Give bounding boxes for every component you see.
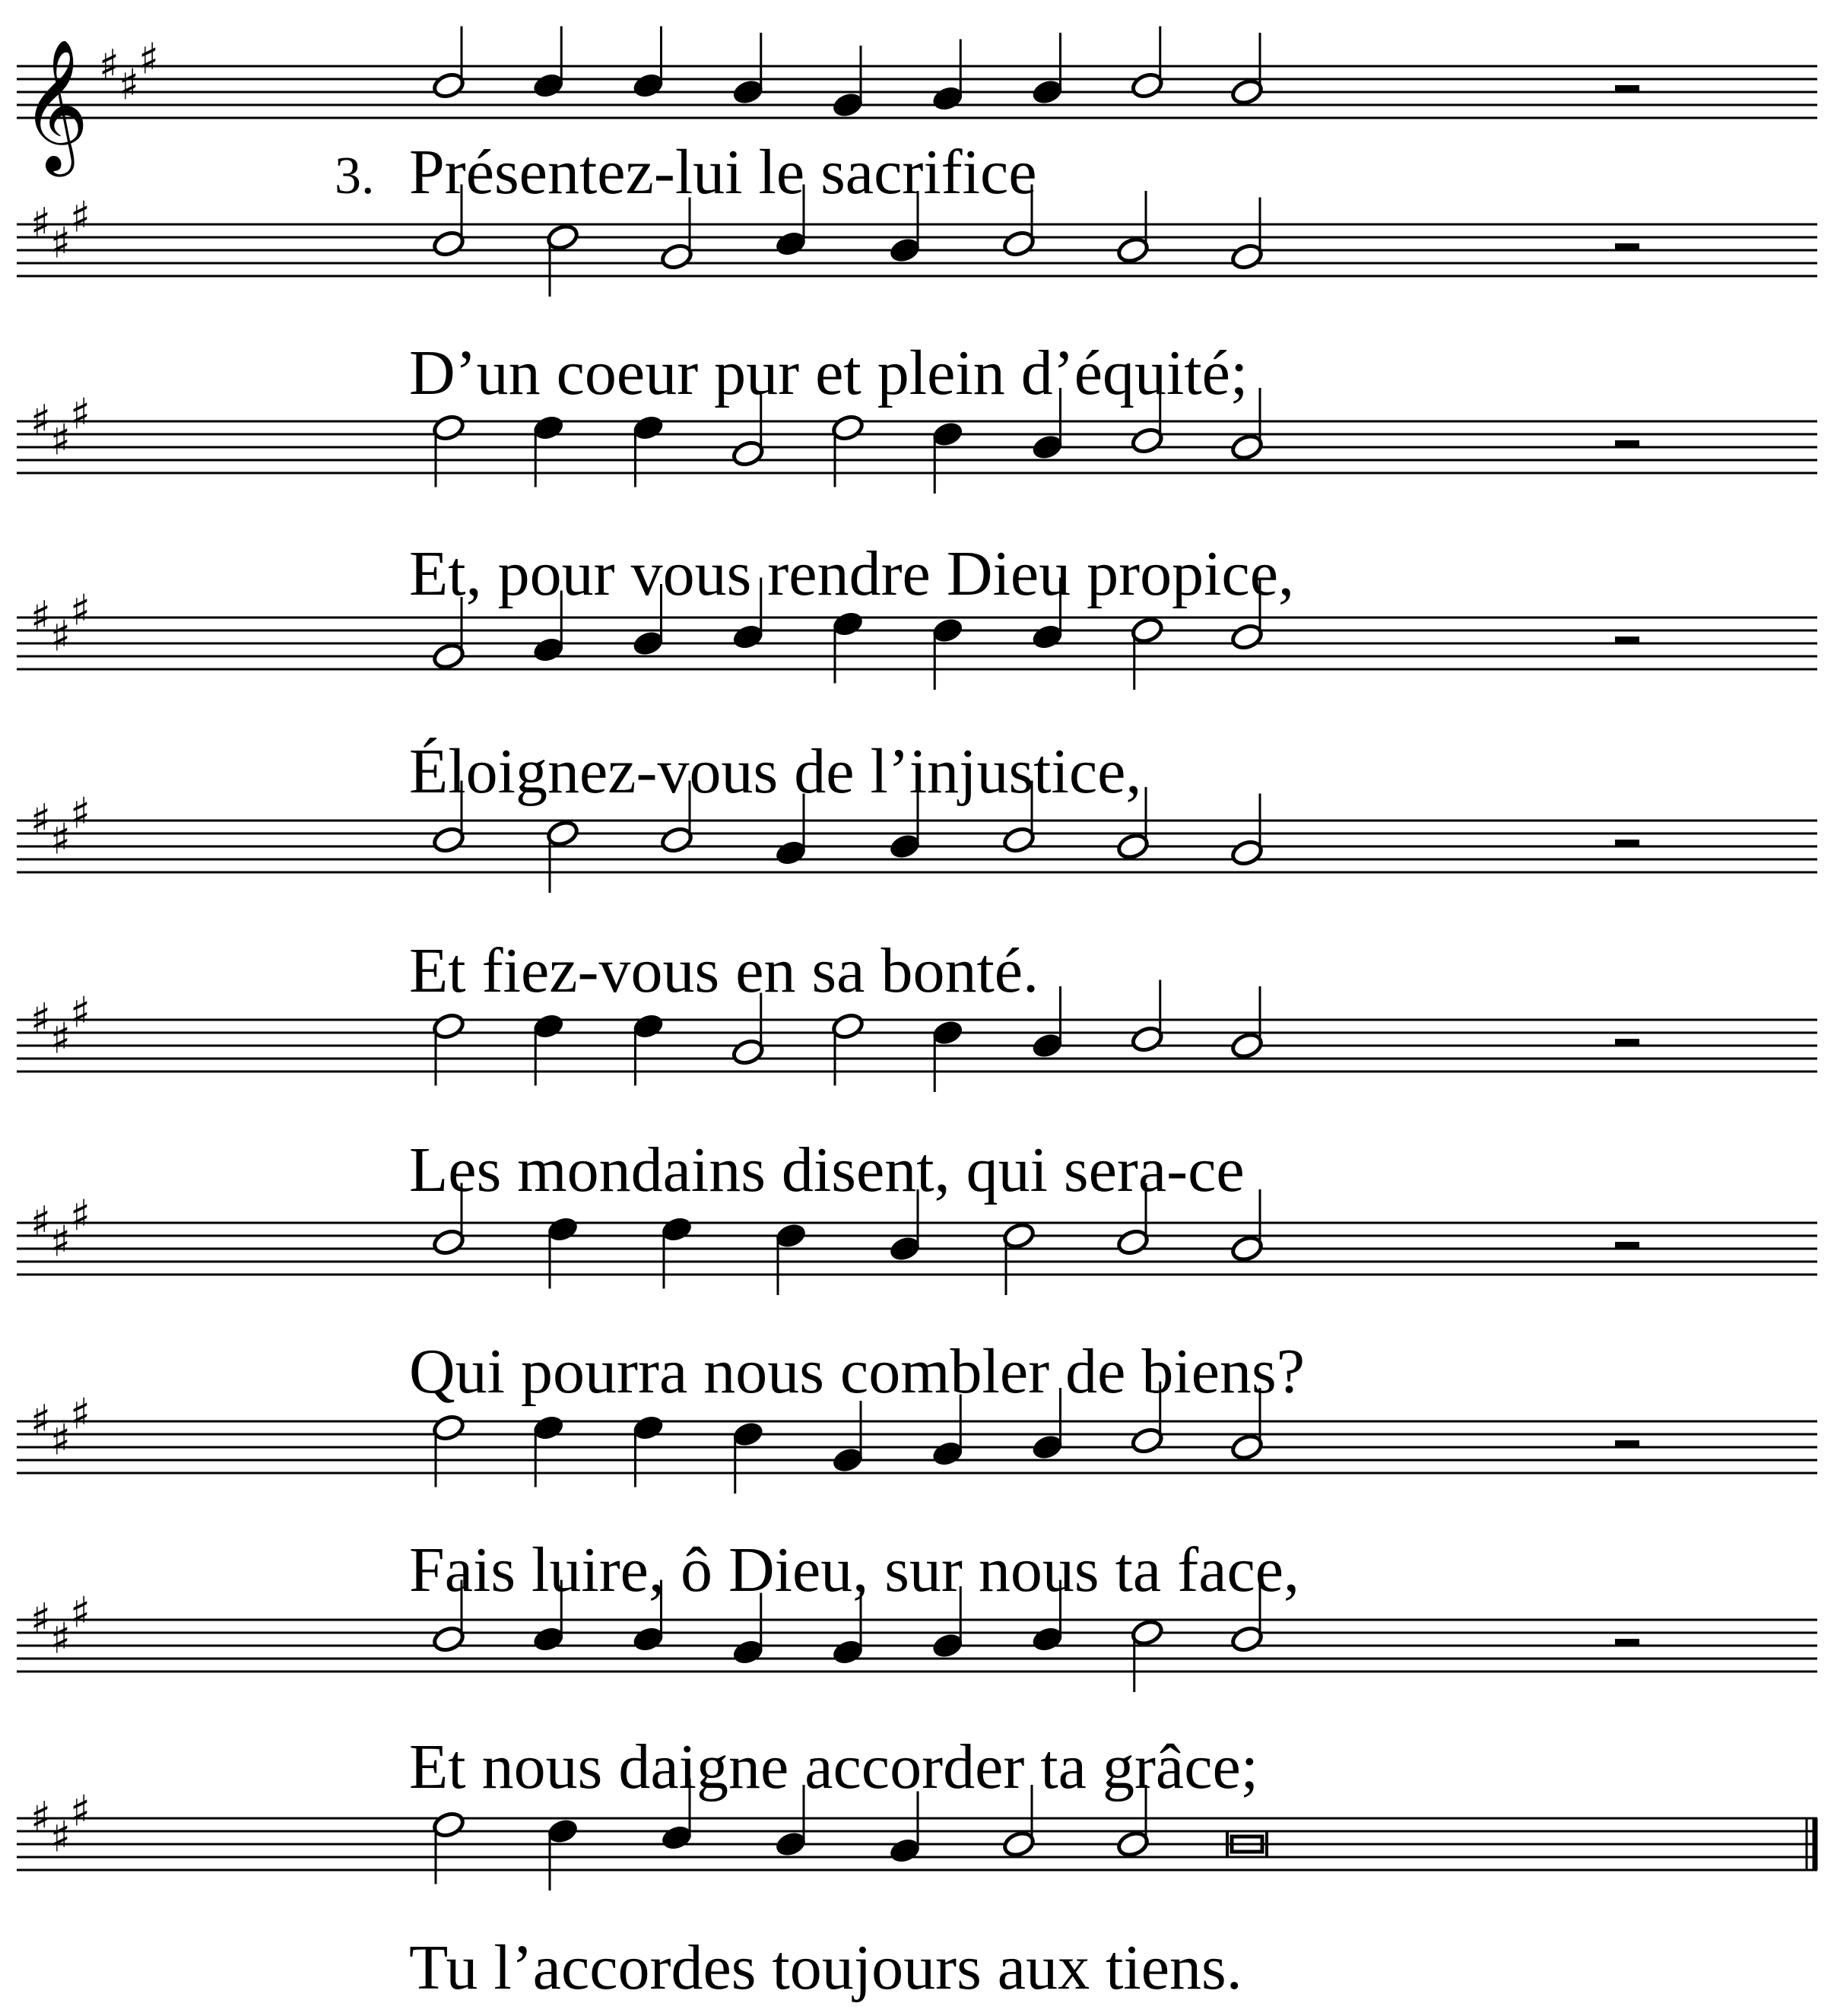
sharp-icon: ♯: [30, 795, 52, 845]
sharp-icon: ♯: [70, 1191, 91, 1241]
sharp-icon: ♯: [50, 1217, 71, 1267]
sharp-icon: ♯: [70, 789, 91, 839]
half-rest-icon: [1615, 840, 1639, 846]
sharp-icon: ♯: [30, 592, 52, 642]
sharp-icon: ♯: [50, 1415, 71, 1465]
sharp-icon: ♯: [138, 34, 160, 84]
sharp-icon: ♯: [70, 988, 91, 1038]
sharp-icon: ♯: [70, 1588, 91, 1638]
lyric-line: Présentez-lui le sacrifice: [409, 137, 1037, 208]
lyric-line: Fais luire, ô Dieu, sur nous ta face,: [409, 1535, 1300, 1605]
sharp-icon: ♯: [30, 995, 52, 1044]
sharp-icon: ♯: [50, 814, 71, 865]
sharp-icon: ♯: [50, 1014, 71, 1064]
sharp-icon: ♯: [50, 1614, 71, 1664]
treble-clef-icon: 𝄞: [21, 39, 89, 171]
half-rest-icon: [1615, 1242, 1639, 1249]
sharp-icon: ♯: [50, 611, 71, 662]
sharp-icon: ♯: [30, 1793, 52, 1843]
lyric-line: Les mondains disent, qui sera-ce: [409, 1135, 1245, 1205]
half-rest-icon: [1615, 637, 1639, 643]
sharp-icon: ♯: [30, 1396, 52, 1446]
lyric-line: Et fiez-vous en sa bonté.: [409, 935, 1039, 1006]
lyric-line: Et, pour vous rendre Dieu propice,: [409, 538, 1294, 609]
lyric-line: Qui pourra nous combler de biens?: [409, 1336, 1306, 1407]
lyric-line: D’un coeur pur et plein d’équité;: [409, 338, 1249, 408]
half-rest-icon: [1615, 1039, 1639, 1046]
half-rest-icon: [1615, 85, 1639, 92]
sharp-icon: ♯: [50, 218, 71, 268]
lyric-line: Tu l’accordes toujours aux tiens.: [409, 1932, 1242, 2003]
sharp-icon: ♯: [70, 1389, 91, 1440]
sharp-icon: ♯: [30, 199, 52, 249]
sharp-icon: ♯: [70, 1786, 91, 1837]
half-rest-icon: [1615, 243, 1639, 250]
sharp-icon: ♯: [30, 1198, 52, 1247]
sharp-icon: ♯: [50, 415, 71, 465]
sharp-icon: ♯: [50, 1812, 71, 1862]
half-rest-icon: [1615, 1639, 1639, 1646]
sharp-icon: ♯: [119, 60, 140, 110]
sharp-icon: ♯: [99, 41, 120, 90]
half-rest-icon: [1615, 1440, 1639, 1447]
lyric-line: Éloignez-vous de l’injustice,: [409, 736, 1142, 807]
lyric-line: Et nous daigne accorder ta grâce;: [409, 1732, 1259, 1802]
verse-number: 3.: [335, 147, 375, 205]
sharp-icon: ♯: [70, 586, 91, 636]
half-rest-icon: [1615, 440, 1639, 447]
sharp-icon: ♯: [30, 1595, 52, 1644]
sharp-icon: ♯: [30, 396, 52, 446]
sharp-icon: ♯: [70, 192, 91, 243]
sharp-icon: ♯: [70, 389, 91, 440]
